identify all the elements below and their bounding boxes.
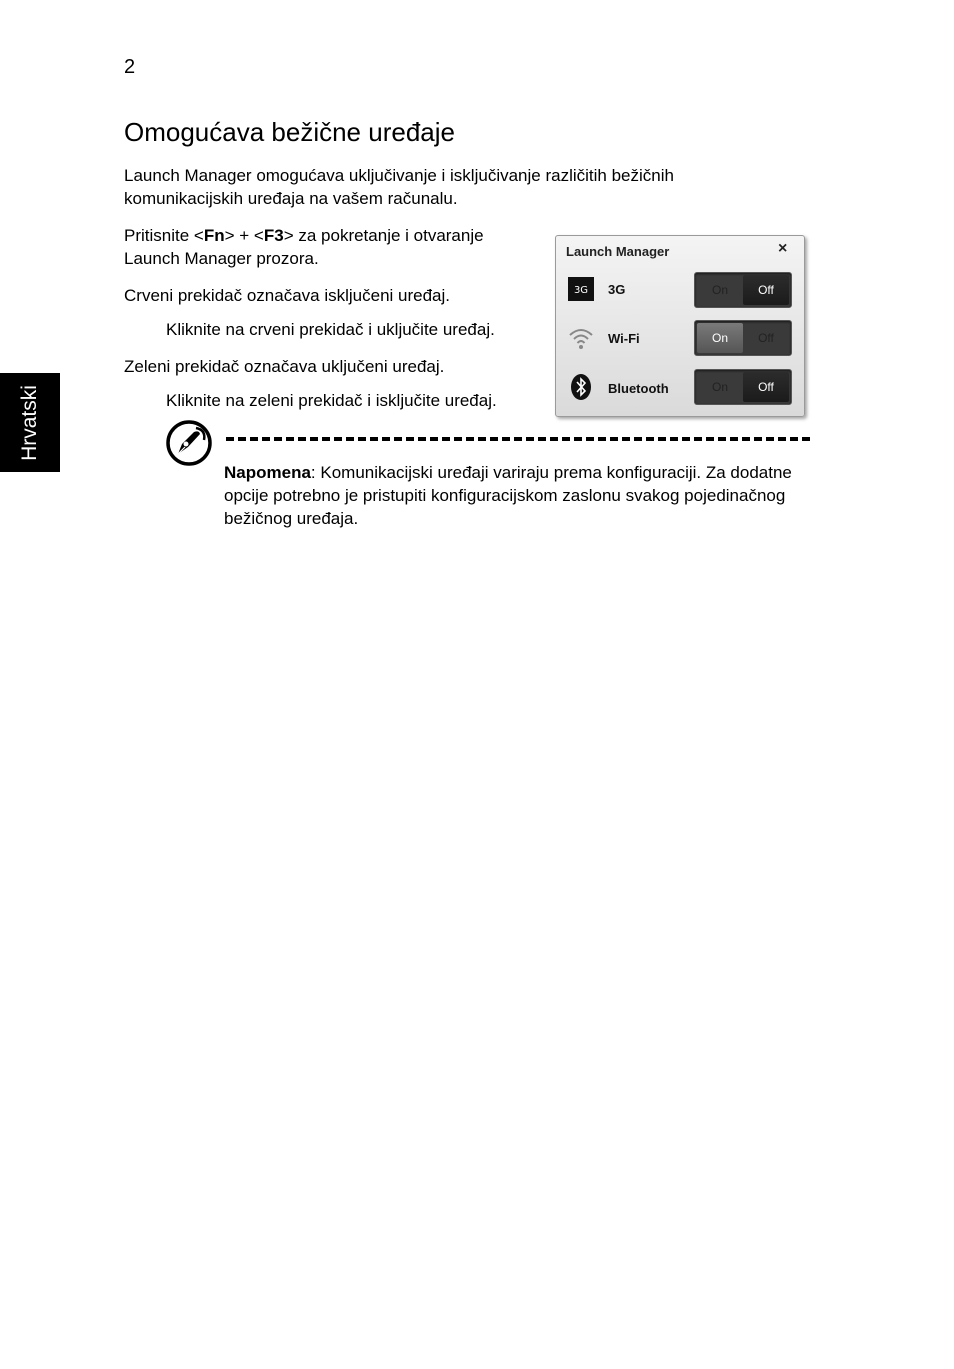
launch-manager-window xyxy=(555,235,805,417)
section-title: Omogućava bežične uređaje xyxy=(124,117,455,147)
note-pen-icon xyxy=(166,420,212,466)
shortcut-mid: > + < xyxy=(224,226,264,245)
toggle-3g[interactable] xyxy=(694,272,792,308)
language-tab-label: Hrvatski xyxy=(18,384,41,461)
row-label-3g: 3G xyxy=(608,282,626,297)
toggle-wifi-off[interactable]: Off xyxy=(758,331,774,345)
intro-paragraph: Launch Manager omogućava uključivanje i isključivanje različitih bežičnih komunikacijskih uređaja na vašem računalu. xyxy=(124,166,674,208)
bluetooth-icon xyxy=(568,374,594,400)
row-label-wifi: Wi-Fi xyxy=(608,331,640,346)
note-divider xyxy=(226,437,810,441)
row-label-bluetooth: Bluetooth xyxy=(608,381,669,396)
launch-manager-title: Launch Manager xyxy=(566,244,670,259)
shortcut-paragraph xyxy=(124,224,544,270)
svg-text:3G: 3G xyxy=(573,285,589,296)
toggle-bluetooth-off[interactable]: Off xyxy=(743,372,789,402)
toggle-wifi-on[interactable]: On xyxy=(697,323,743,353)
red-switch-text: Crveni prekidač označava isključeni uređaj. xyxy=(124,286,450,305)
close-icon[interactable]: × xyxy=(778,240,788,257)
toggle-bluetooth[interactable] xyxy=(694,369,792,405)
shortcut-suffix: > za pokretanje i otvaranje Launch Manager prozora. xyxy=(124,226,484,268)
note-label: Napomena xyxy=(224,463,311,482)
green-switch-action: Kliknite na zeleni prekidač i isključite uređaj. xyxy=(166,391,497,410)
note-text xyxy=(224,461,804,530)
wifi-icon xyxy=(568,325,594,351)
3g-icon xyxy=(568,276,594,302)
page-number: 2 xyxy=(124,56,136,78)
key-fn: Fn xyxy=(203,226,225,245)
key-f3: F3 xyxy=(263,226,284,245)
green-switch-text: Zeleni prekidač označava uključeni uređaj. xyxy=(124,357,445,376)
toggle-3g-off[interactable]: Off xyxy=(743,275,789,305)
note-body: : Komunikacijski uređaji variraju prema konfiguraciji. Za dodatne opcije potrebno je pristupiti konfiguracijskom zaslonu svakog pojedinačnog bežičnog uređaja. xyxy=(224,463,792,528)
language-tab xyxy=(0,373,60,472)
toggle-bluetooth-on[interactable]: On xyxy=(711,380,728,394)
red-switch-action: Kliknite na crveni prekidač i uključite uređaj. xyxy=(166,320,495,339)
toggle-wifi[interactable] xyxy=(694,320,792,356)
shortcut-prefix: Pritisnite < xyxy=(124,226,204,245)
toggle-3g-on[interactable]: On xyxy=(711,283,728,297)
